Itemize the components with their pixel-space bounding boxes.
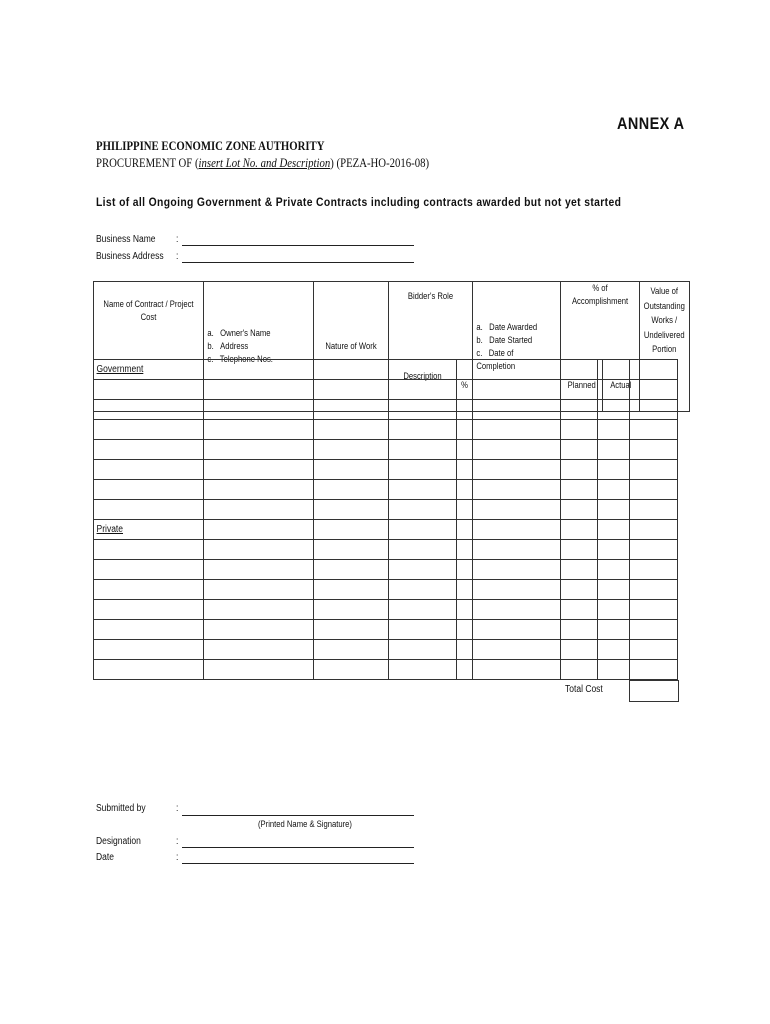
header-accomplishment-label: % of Accomplishment	[571, 283, 629, 306]
section-private-label: Private	[96, 524, 124, 535]
table-cell[interactable]	[473, 460, 561, 480]
business-address-colon: :	[176, 251, 179, 262]
table-cell[interactable]	[389, 660, 457, 680]
table-cell[interactable]	[314, 580, 389, 600]
table-cell[interactable]	[598, 500, 630, 520]
table-cell[interactable]	[204, 540, 314, 560]
table-cell[interactable]	[473, 660, 561, 680]
header-contract-label: Name of Contract / Project Cost	[103, 299, 194, 322]
table-row	[94, 360, 678, 380]
header-value-label: Value of Outstanding Works / Undelivered Portion	[643, 286, 685, 354]
table-cell[interactable]	[630, 400, 678, 420]
table-cell[interactable]	[389, 560, 457, 580]
table-cell[interactable]	[314, 400, 389, 420]
table-cell[interactable]	[457, 640, 473, 660]
table-cell[interactable]	[561, 440, 598, 460]
table-cell[interactable]	[473, 480, 561, 500]
table-cell[interactable]	[598, 360, 630, 380]
submitted-by-field[interactable]	[182, 815, 414, 816]
table-cell[interactable]	[204, 500, 314, 520]
table-cell[interactable]	[94, 620, 204, 640]
date-field[interactable]	[182, 863, 414, 864]
table-cell[interactable]	[94, 380, 204, 400]
table-cell[interactable]	[457, 420, 473, 440]
owner-address-label: Address	[220, 341, 249, 351]
owner-a-marker: a.	[207, 328, 214, 338]
table-cell[interactable]	[598, 520, 630, 540]
table-row	[94, 620, 678, 640]
table-cell[interactable]	[630, 620, 678, 640]
table-cell[interactable]	[94, 480, 204, 500]
table-cell[interactable]	[389, 480, 457, 500]
table-cell[interactable]	[473, 620, 561, 640]
organization-name: PHILIPPINE ECONOMIC ZONE AUTHORITY	[96, 139, 325, 153]
table-cell[interactable]	[204, 480, 314, 500]
table-cell[interactable]	[389, 360, 457, 380]
table-cell[interactable]	[94, 460, 204, 480]
date-started-label: Date Started	[489, 334, 533, 345]
section-government-label: Government	[96, 364, 144, 375]
table-cell[interactable]	[204, 640, 314, 660]
table-cell[interactable]	[457, 560, 473, 580]
table-row	[94, 520, 678, 540]
table-cell[interactable]	[473, 520, 561, 540]
table-cell[interactable]	[94, 560, 204, 580]
table-cell[interactable]	[630, 660, 678, 680]
table-row	[94, 420, 678, 440]
table-row	[94, 500, 678, 520]
table-cell[interactable]	[561, 580, 598, 600]
table-cell[interactable]	[457, 520, 473, 540]
table-cell[interactable]	[561, 660, 598, 680]
business-name-colon: :	[176, 234, 179, 245]
procurement-title	[96, 156, 429, 171]
table-cell[interactable]	[630, 540, 678, 560]
table-cell[interactable]	[389, 460, 457, 480]
business-name-field[interactable]	[182, 245, 414, 246]
table-cell[interactable]	[630, 520, 678, 540]
table-cell[interactable]	[457, 440, 473, 460]
table-cell[interactable]	[314, 540, 389, 560]
table-cell[interactable]	[473, 640, 561, 660]
table-cell[interactable]	[314, 620, 389, 640]
table-cell[interactable]	[473, 600, 561, 620]
table-cell[interactable]	[314, 640, 389, 660]
total-cost-field[interactable]	[629, 680, 679, 702]
table-cell[interactable]	[389, 540, 457, 560]
dates-c-marker: c.	[476, 347, 483, 358]
table-cell[interactable]	[389, 440, 457, 460]
table-cell[interactable]	[457, 480, 473, 500]
table-row	[94, 480, 678, 500]
table-cell[interactable]	[598, 460, 630, 480]
header-actual-label: Actual	[610, 380, 632, 390]
table-cell[interactable]	[473, 420, 561, 440]
table-cell[interactable]	[630, 600, 678, 620]
table-cell[interactable]	[389, 420, 457, 440]
printed-name-note: (Printed Name & Signature)	[258, 819, 352, 829]
table-row	[94, 600, 678, 620]
table-cell[interactable]	[598, 480, 630, 500]
table-cell[interactable]	[598, 560, 630, 580]
header-planned-label: Planned	[567, 380, 596, 390]
designation-colon: :	[176, 836, 179, 847]
table-cell[interactable]	[630, 360, 678, 380]
table-row	[94, 400, 678, 420]
procurement-prefix: PROCUREMENT OF (	[96, 156, 199, 170]
table-cell[interactable]	[561, 620, 598, 640]
table-cell[interactable]	[561, 360, 598, 380]
table-cell[interactable]	[561, 520, 598, 540]
annex-label: ANNEX A	[617, 114, 685, 133]
table-cell[interactable]	[561, 460, 598, 480]
owner-phone-label: Telephone Nos.	[219, 354, 273, 364]
table-cell[interactable]	[314, 420, 389, 440]
header-description-label: Description	[403, 371, 442, 381]
table-cell[interactable]	[314, 380, 389, 400]
table-cell[interactable]	[630, 560, 678, 580]
date-completion-label: Date of Completion	[476, 347, 516, 371]
table-cell[interactable]	[630, 440, 678, 460]
table-cell[interactable]	[204, 520, 314, 540]
table-cell[interactable]	[94, 660, 204, 680]
table-cell[interactable]	[314, 440, 389, 460]
table-cell[interactable]	[473, 560, 561, 580]
table-cell[interactable]	[630, 460, 678, 480]
submitted-by-label: Submitted by	[96, 803, 146, 814]
table-cell[interactable]	[598, 380, 630, 400]
table-cell[interactable]	[473, 360, 561, 380]
table-cell[interactable]	[94, 540, 204, 560]
business-address-label: Business Address	[96, 251, 164, 262]
table-cell[interactable]	[389, 580, 457, 600]
table-cell[interactable]	[561, 500, 598, 520]
table-cell[interactable]	[314, 500, 389, 520]
table-cell[interactable]	[94, 420, 204, 440]
procurement-suffix: ) (PEZA-HO-2016-08)	[330, 156, 430, 170]
table-cell[interactable]	[94, 640, 204, 660]
designation-label: Designation	[96, 836, 141, 847]
table-cell[interactable]	[561, 400, 598, 420]
table-cell[interactable]	[314, 660, 389, 680]
table-cell[interactable]	[389, 640, 457, 660]
table-row	[94, 460, 678, 480]
header-bidder-role	[389, 282, 473, 360]
total-cost-label: Total Cost	[565, 684, 603, 695]
table-cell[interactable]	[94, 400, 204, 420]
table-cell[interactable]	[204, 380, 314, 400]
table-cell[interactable]	[473, 440, 561, 460]
table-cell[interactable]	[389, 500, 457, 520]
table-cell[interactable]	[314, 600, 389, 620]
table-cell[interactable]	[204, 460, 314, 480]
owner-name-label: Owner's Name	[220, 328, 271, 338]
table-cell[interactable]	[94, 500, 204, 520]
header-accomplishment	[561, 282, 640, 360]
table-cell[interactable]	[457, 660, 473, 680]
table-cell[interactable]	[314, 460, 389, 480]
table-row	[94, 380, 678, 400]
owner-b-marker: b.	[207, 341, 214, 351]
table-cell[interactable]	[389, 620, 457, 640]
table-cell[interactable]	[457, 400, 473, 420]
table-cell[interactable]	[204, 560, 314, 580]
table-cell[interactable]	[389, 380, 457, 400]
table-cell[interactable]	[561, 640, 598, 660]
owner-c-marker: c.	[207, 354, 214, 364]
table-cell[interactable]	[204, 600, 314, 620]
table-cell[interactable]	[94, 600, 204, 620]
table-cell[interactable]	[204, 580, 314, 600]
table-cell[interactable]	[204, 420, 314, 440]
table-cell[interactable]	[598, 540, 630, 560]
table-cell[interactable]	[204, 620, 314, 640]
table-cell[interactable]	[630, 380, 678, 400]
table-row	[94, 640, 678, 660]
table-cell[interactable]	[204, 400, 314, 420]
date-label: Date	[96, 852, 114, 863]
table-cell[interactable]	[94, 520, 204, 540]
table-cell[interactable]	[389, 400, 457, 420]
table-cell[interactable]	[561, 380, 598, 400]
table-row	[94, 540, 678, 560]
business-address-field[interactable]	[182, 262, 414, 263]
table-row	[94, 560, 678, 580]
business-name-label: Business Name	[96, 234, 156, 245]
table-cell[interactable]	[598, 580, 630, 600]
table-cell[interactable]	[204, 440, 314, 460]
table-cell[interactable]	[94, 580, 204, 600]
table-cell[interactable]	[630, 580, 678, 600]
table-cell[interactable]	[457, 360, 473, 380]
table-cell[interactable]	[389, 520, 457, 540]
table-cell[interactable]	[561, 480, 598, 500]
table-cell[interactable]	[561, 560, 598, 580]
table-cell[interactable]	[389, 600, 457, 620]
date-colon: :	[176, 852, 179, 863]
table-cell[interactable]	[598, 620, 630, 640]
table-cell[interactable]	[94, 440, 204, 460]
table-cell[interactable]	[314, 520, 389, 540]
table-row	[94, 580, 678, 600]
header-percent-label: %	[461, 380, 468, 390]
table-cell[interactable]	[598, 660, 630, 680]
procurement-insert: insert Lot No. and Description	[198, 156, 331, 170]
table-cell[interactable]	[457, 580, 473, 600]
table-cell[interactable]	[473, 540, 561, 560]
table-row	[94, 660, 678, 680]
header-bidder-role-label: Bidder's Role	[407, 291, 454, 301]
table-cell[interactable]	[473, 380, 561, 400]
table-cell[interactable]	[630, 500, 678, 520]
table-cell[interactable]	[457, 500, 473, 520]
designation-field[interactable]	[182, 847, 414, 848]
table-cell[interactable]	[204, 660, 314, 680]
table-row	[94, 440, 678, 460]
table-cell[interactable]	[204, 360, 314, 380]
table-cell[interactable]	[457, 460, 473, 480]
table-cell[interactable]	[561, 600, 598, 620]
table-cell[interactable]	[598, 420, 630, 440]
table-cell[interactable]	[314, 560, 389, 580]
dates-b-marker: b.	[476, 334, 483, 345]
list-heading: List of all Ongoing Government & Private Contracts including contracts awarded but not yet started	[96, 197, 622, 209]
table-cell[interactable]	[473, 400, 561, 420]
table-cell[interactable]	[561, 420, 598, 440]
table-cell[interactable]	[457, 380, 473, 400]
table-cell[interactable]	[598, 440, 630, 460]
table-cell[interactable]	[473, 580, 561, 600]
table-cell[interactable]	[314, 360, 389, 380]
table-cell[interactable]	[314, 480, 389, 500]
submitted-by-colon: :	[176, 803, 179, 814]
table-cell[interactable]	[630, 640, 678, 660]
table-cell[interactable]	[630, 420, 678, 440]
table-cell[interactable]	[598, 400, 630, 420]
table-cell[interactable]	[598, 600, 630, 620]
table-cell[interactable]	[94, 360, 204, 380]
table-cell[interactable]	[561, 540, 598, 560]
header-nature-label: Nature of Work	[325, 341, 377, 351]
dates-a-marker: a.	[476, 321, 483, 332]
date-awarded-label: Date Awarded	[489, 321, 538, 332]
contracts-rows	[93, 359, 678, 680]
table-cell[interactable]	[457, 600, 473, 620]
table-cell[interactable]	[598, 640, 630, 660]
table-cell[interactable]	[457, 620, 473, 640]
table-cell[interactable]	[630, 480, 678, 500]
table-cell[interactable]	[457, 540, 473, 560]
table-cell[interactable]	[473, 500, 561, 520]
